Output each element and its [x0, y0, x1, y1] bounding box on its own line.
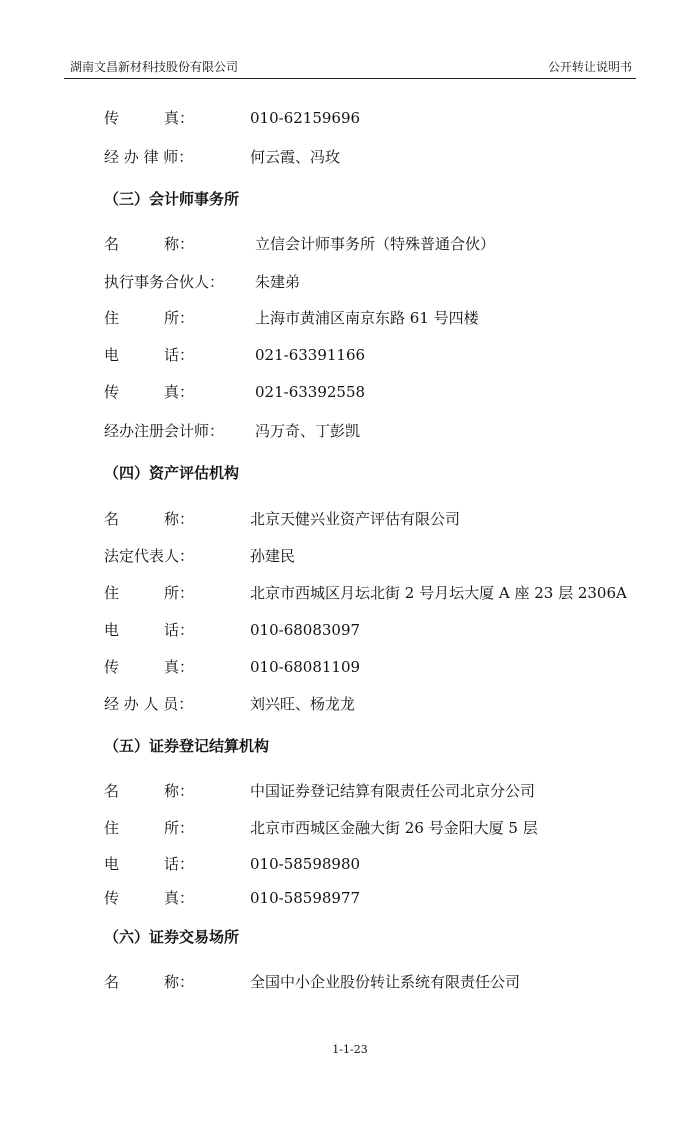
phone-value: 010-68083097 [250, 621, 361, 639]
name-label: 名 称： [104, 973, 195, 991]
name-label: 名 称： [104, 782, 195, 800]
fax-label: 传 真： [104, 658, 195, 676]
fax-value: 010-58598977 [250, 889, 361, 907]
address-label: 住 所： [104, 819, 195, 837]
exchange-heading: （六）证券交易场所 [104, 928, 240, 946]
representative-label: 法定代表人： [104, 547, 195, 565]
name-value: 中国证券登记结算有限责任公司北京分公司 [250, 782, 536, 800]
phone-label: 电 话： [104, 621, 195, 639]
staff-label: 经 办 人 员： [104, 695, 194, 713]
address-value: 北京市西城区月坛北街 2 号月坛大厦 A 座 23 层 2306A [250, 584, 627, 602]
lawyers-label: 经 办 律 师： [104, 148, 194, 166]
address-label: 住 所： [104, 309, 195, 327]
name-value: 立信会计师事务所（特殊普通合伙） [255, 235, 496, 253]
staff-value: 刘兴旺、杨龙龙 [250, 695, 356, 713]
valuation-firm-heading: （四）资产评估机构 [104, 464, 240, 482]
header-document-title: 公开转让说明书 [547, 60, 632, 74]
lawyers-value: 何云霞、冯玫 [250, 148, 341, 166]
name-value: 北京天健兴业资产评估有限公司 [250, 510, 461, 528]
fax-label: 传 真： [104, 383, 195, 401]
representative-value: 孙建民 [250, 547, 296, 565]
address-value: 上海市黄浦区南京东路 61 号四楼 [255, 309, 479, 327]
partner-value: 朱建弟 [255, 273, 301, 291]
address-value: 北京市西城区金融大街 26 号金阳大厦 5 层 [250, 819, 538, 837]
phone-value: 021-63391166 [255, 346, 366, 364]
phone-label: 电 话： [104, 346, 195, 364]
address-label: 住 所： [104, 584, 195, 602]
fax-value: 010-62159696 [250, 109, 361, 127]
fax-value: 010-68081109 [250, 658, 361, 676]
accountants-value: 冯万奇、丁彭凯 [255, 422, 361, 440]
page-header [64, 52, 636, 79]
registration-agency-heading: （五）证券登记结算机构 [104, 737, 270, 755]
phone-value: 010-58598980 [250, 855, 361, 873]
phone-label: 电 话： [104, 855, 195, 873]
name-label: 名 称： [104, 235, 195, 253]
name-value: 全国中小企业股份转让系统有限责任公司 [250, 973, 521, 991]
name-label: 名 称： [104, 510, 195, 528]
accounting-firm-heading: （三）会计师事务所 [104, 190, 240, 208]
partner-label: 执行事务合伙人： [104, 273, 225, 291]
fax-value: 021-63392558 [255, 383, 366, 401]
fax-label: 传 真： [104, 109, 195, 127]
page-number: 1-1-23 [332, 1043, 368, 1056]
accountants-label: 经办注册会计师： [104, 422, 225, 440]
fax-label: 传 真： [104, 889, 195, 907]
header-company-name: 湖南文昌新材科技股份有限公司 [70, 60, 239, 74]
